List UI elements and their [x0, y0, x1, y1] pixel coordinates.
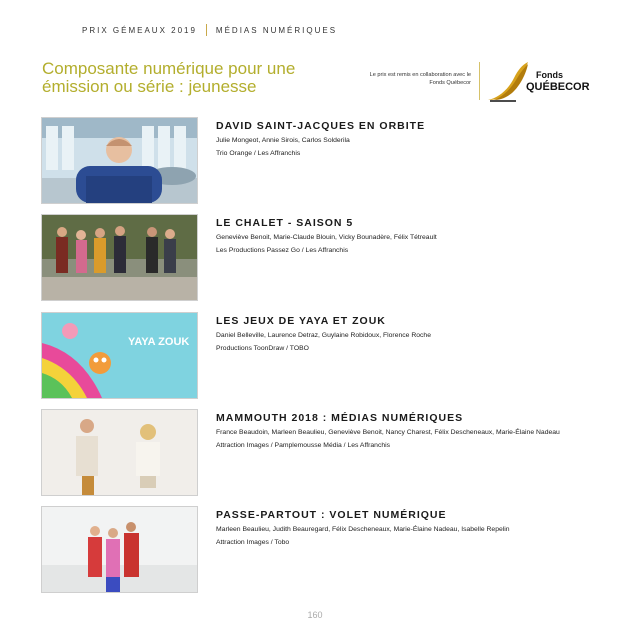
category-title: Composante numérique pour une émission ou série : jeunesse [42, 59, 296, 96]
fonds-quebecor-logo-mark [486, 60, 530, 102]
partner-divider [479, 62, 480, 100]
partner-block [358, 60, 598, 104]
nominee-producer: Trio Orange / Les Affranchis [216, 150, 301, 157]
nominee-producer: Attraction Images / Pamplemousse Média / Les Affranchis [216, 442, 391, 449]
thumb-logo-text: YAYA ZOUK [128, 336, 190, 348]
nominee-entry [42, 118, 602, 204]
nominee-credits: Julie Mongeot, Annie Sirois, Carlos Solderila [216, 137, 350, 144]
nominee-photo [42, 215, 197, 300]
logo-text-fonds: Fonds [536, 70, 563, 80]
partner-note: Le prix est remis en collaboration avec le Fonds Québecor [369, 72, 471, 86]
costumed-trio-photo [42, 507, 197, 592]
page-number: 160 [307, 610, 323, 620]
nominee-entry [42, 410, 602, 496]
nominee-photo [42, 313, 197, 398]
nominee-photo [42, 507, 197, 592]
nominee-info [216, 410, 596, 451]
nominee-credits: Daniel Belleville, Laurence Detraz, Guylaine Robidoux, Florence Roche [216, 332, 431, 339]
astronaut-photo [42, 118, 197, 203]
nominee-info [216, 215, 596, 256]
nominee-producer: Attraction Images / Tobo [216, 539, 290, 546]
nominee-entry [42, 215, 602, 301]
nominee-info [216, 118, 596, 159]
nominee-credits: Marleen Beaulieu, Judith Beauregard, Félix Descheneaux, Marie-Élaine Nadeau, Isabelle Repelin [216, 526, 510, 533]
nominee-title: LES JEUX DE YAYA ET ZOUK [216, 315, 386, 327]
section-label: MÉDIAS NUMÉRIQUES [215, 25, 338, 35]
nominee-title: PASSE-PARTOUT : VOLET NUMÉRIQUE [216, 509, 447, 521]
nominee-title: MAMMOUTH 2018 : MÉDIAS NUMÉRIQUES [216, 412, 464, 424]
nominee-info [216, 507, 596, 548]
nominee-producer: Les Productions Passez Go / Les Affranchis [216, 247, 349, 254]
nominee-entry [42, 313, 602, 399]
nominee-producer: Productions ToonDraw / TOBO [216, 345, 309, 352]
cartoon-illustration [42, 313, 197, 398]
page-header [82, 24, 337, 36]
nominee-credits: Geneviève Benoit, Marie-Claude Blouin, Vicky Bounadère, Félix Tétreault [216, 234, 437, 241]
logo-text-quebecor: QUÉBECOR [526, 81, 590, 93]
two-hosts-photo [42, 410, 197, 495]
nominee-photo [42, 410, 197, 495]
group-outdoor-photo [42, 215, 197, 300]
nominee-title: LE CHALET - SAISON 5 [216, 217, 354, 229]
nominee-photo [42, 118, 197, 203]
nominee-title: DAVID SAINT-JACQUES EN ORBITE [216, 120, 426, 132]
prize-label: PRIX GÉMEAUX 2019 [82, 25, 197, 35]
header-divider [206, 24, 207, 36]
nominee-entry [42, 507, 602, 593]
fonds-quebecor-logo [486, 60, 598, 104]
nominee-credits: France Beaudoin, Marleen Beaulieu, Geneviève Benoit, Nancy Charest, Félix Descheneaux, Marie-Élaine Nadeau [216, 429, 560, 436]
nominee-info [216, 313, 596, 354]
